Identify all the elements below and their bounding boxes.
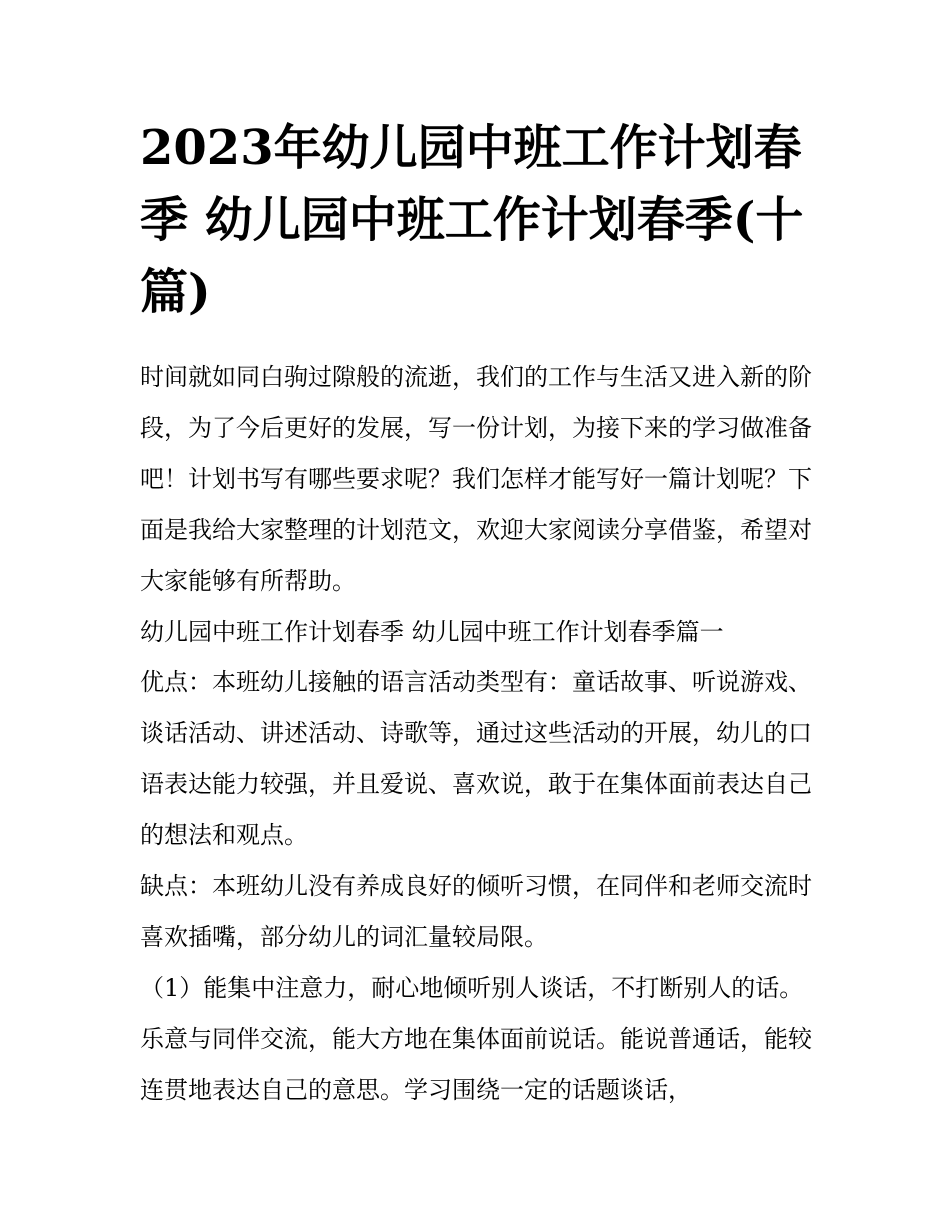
document-body — [140, 352, 820, 1116]
paragraph-weaknesses: 缺点：本班幼儿没有养成良好的倾听习惯，在同伴和老师交流时喜欢插嘴，部分幼儿的词汇量较局限。 — [140, 872, 812, 951]
paragraph-intro: 时间就如同白驹过隙般的流逝，我们的工作与生活又进入新的阶段，为了今后更好的发展，写一份计划，为接下来的学习做准备吧！计划书写有哪些要求呢？我们怎样才能写好一篇计划呢？下面是我给大家整理的计划范文，欢迎大家阅读分享借鉴，希望对大家能够有所帮助。 — [140, 363, 812, 595]
document-title: 2023年幼儿园中班工作计划春季 幼儿园中班工作计划春季(十篇) — [140, 120, 804, 320]
section-heading: 幼儿园中班工作计划春季 幼儿园中班工作计划春季篇一 — [140, 618, 724, 646]
paragraph-goal-1: （1）能集中注意力，耐心地倾听别人谈话，不打断别人的话。乐意与同伴交流，能大方地在集体面前说话。能说普通话，能较连贯地表达自己的意思。学习围绕一定的话题谈话， — [140, 974, 812, 1104]
paragraph-strengths: 优点：本班幼儿接触的语言活动类型有：童话故事、听说游戏、谈话活动、讲述活动、诗歌等，通过这些活动的开展，幼儿的口语表达能力较强，并且爱说、喜欢说，敢于在集体面前表达自己的想法和观点。 — [140, 668, 812, 849]
